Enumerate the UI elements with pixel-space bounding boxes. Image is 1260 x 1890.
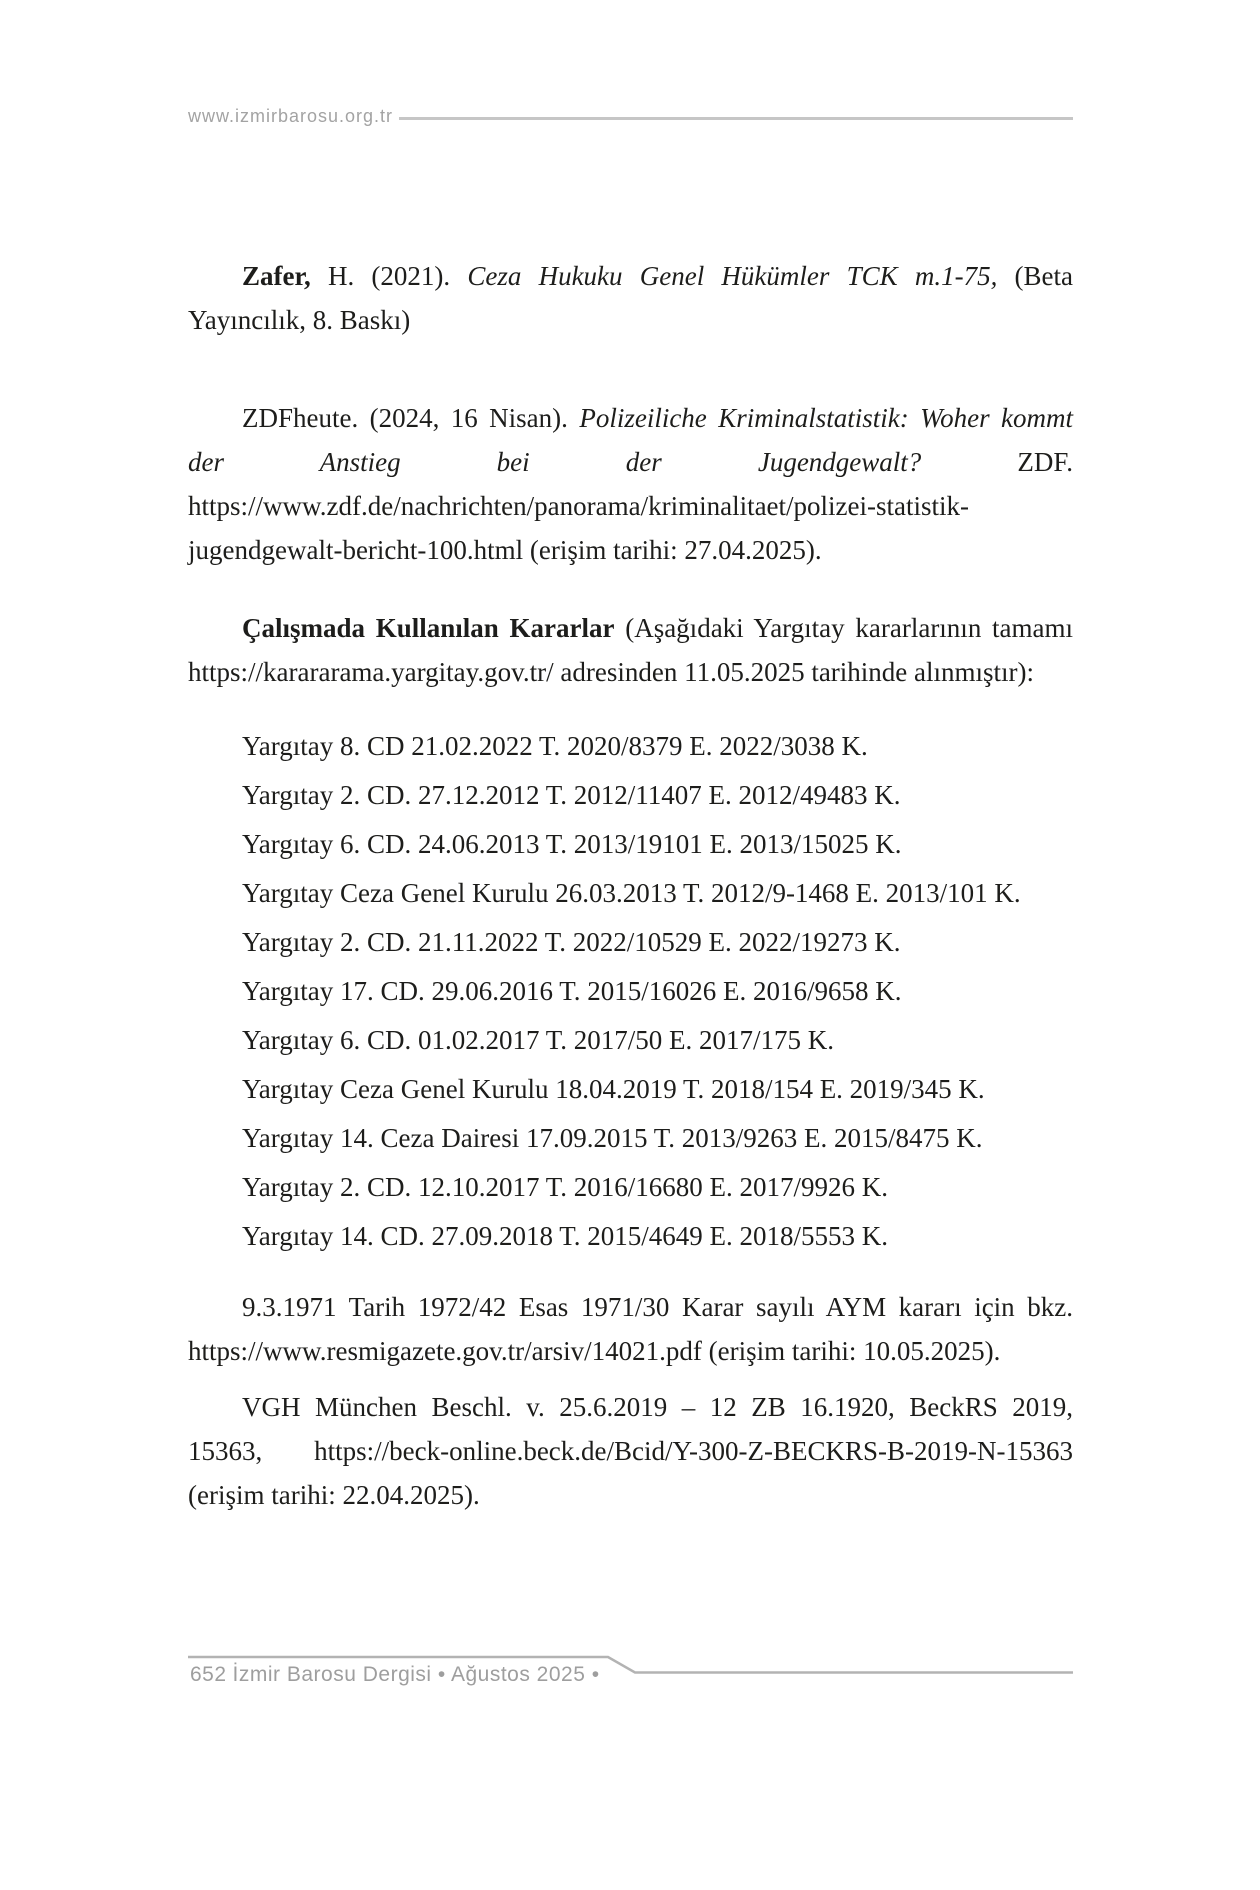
page-content bbox=[188, 254, 1073, 1517]
closing-references bbox=[188, 1285, 1073, 1517]
journal-info: İzmir Barosu Dergisi • Ağustos 2025 • bbox=[232, 1663, 600, 1686]
site-url: www.izmirbarosu.org.tr bbox=[188, 106, 394, 126]
decision-item: Yargıtay 17. CD. 29.06.2016 T. 2015/16026 E. 2016/9658 K. bbox=[242, 976, 902, 1006]
reference-vgh-muenchen: VGH München Beschl. v. 25.6.2019 – 12 ZB 16.1920, BeckRS 2019, 15363, https://beck-online.beck.de/Bcid/Y-300-Z-BECKRS-B-2019-N-15363 (erişim tarihi: 22.04.2025). bbox=[188, 1392, 1073, 1510]
reference-zafer: Zafer, H. (2021). Ceza Hukuku Genel Hükümler TCK m.1-75, (Beta Yayıncılık, 8. Baskı) bbox=[188, 261, 1074, 335]
decision-item: Yargıtay Ceza Genel Kurulu 26.03.2013 T. 2012/9-1468 E. 2013/101 K. bbox=[242, 878, 1021, 908]
page-header bbox=[188, 106, 1073, 127]
reference-aym-decision: 9.3.1971 Tarih 1972/42 Esas 1971/30 Karar sayılı AYM kararı için bkz. https://www.resmigazete.gov.tr/arsiv/14021.pdf (erişim tarihi: 10.05.2025). bbox=[188, 1292, 1073, 1366]
decision-item: Yargıtay 6. CD. 01.02.2017 T. 2017/50 E. 2017/175 K. bbox=[242, 1025, 835, 1055]
decisions-intro: Çalışmada Kullanılan Kararlar (Aşağıdaki Yargıtay kararlarının tamamı https://karararama.yargitay.gov.tr/ adresinden 11.05.2025 tarihinde alınmıştır): bbox=[188, 613, 1074, 687]
decision-item: Yargıtay 14. CD. 27.09.2018 T. 2015/4649 E. 2018/5553 K. bbox=[242, 1221, 889, 1251]
decision-item: Yargıtay 14. Ceza Dairesi 17.09.2015 T. 2013/9263 E. 2015/8475 K. bbox=[242, 1123, 983, 1153]
reference-zdfheute: ZDFheute. (2024, 16 Nisan). Polizeiliche Kriminalstatistik: Woher kommt der Anstieg bei der Jugendgewalt? ZDF. https://www.zdf.de/nachrichten/panorama/kriminalitaet/polizei-statistik-jugendgewalt-bericht-100.html (erişim tarihi: 27.04.2025). bbox=[188, 403, 1074, 565]
decision-item: Yargıtay 6. CD. 24.06.2013 T. 2013/19101 E. 2013/15025 K. bbox=[242, 829, 902, 859]
page-footer bbox=[188, 1655, 1073, 1699]
decision-item: Yargıtay 2. CD. 21.11.2022 T. 2022/10529 E. 2022/19273 K. bbox=[242, 927, 901, 957]
decision-list bbox=[188, 722, 1073, 1261]
footer-text bbox=[190, 1663, 600, 1687]
decision-item: Yargıtay Ceza Genel Kurulu 18.04.2019 T. 2018/154 E. 2019/345 K. bbox=[242, 1074, 985, 1104]
decision-item: Yargıtay 8. CD 21.02.2022 T. 2020/8379 E. 2022/3038 K. bbox=[242, 731, 868, 761]
decision-item: Yargıtay 2. CD. 12.10.2017 T. 2016/16680 E. 2017/9926 K. bbox=[242, 1172, 889, 1202]
page-number: 652 bbox=[190, 1663, 227, 1686]
header-rule bbox=[399, 117, 1073, 120]
decision-item: Yargıtay 2. CD. 27.12.2012 T. 2012/11407 E. 2012/49483 K. bbox=[242, 780, 901, 810]
